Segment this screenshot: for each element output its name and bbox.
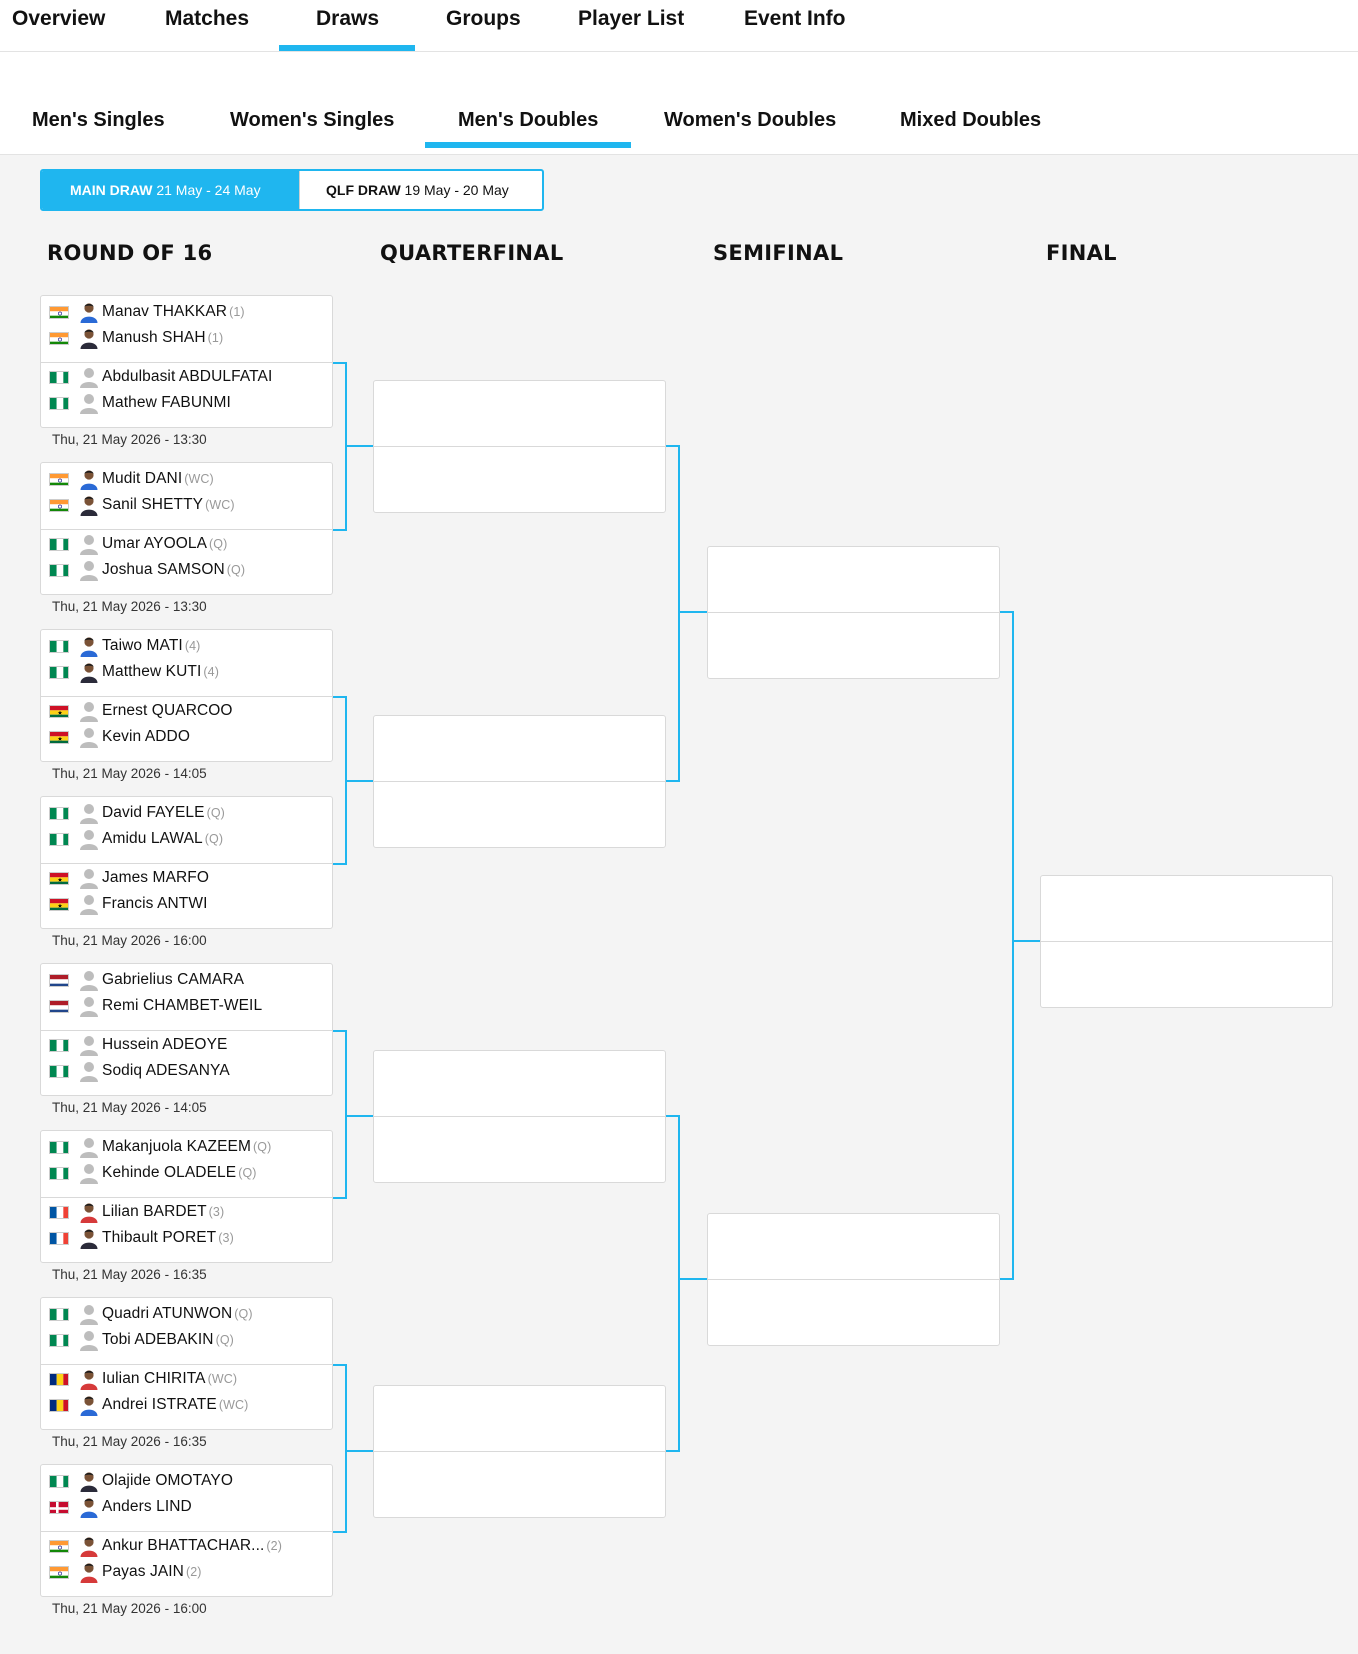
player-avatar-icon [79, 995, 99, 1017]
player-avatar-icon [79, 1561, 99, 1583]
player-name-text: Olajide OMOTAYO [102, 1472, 233, 1489]
player-row[interactable] [41, 1134, 334, 1161]
team-divider [374, 1116, 665, 1117]
player-name-text: Amidu LAWAL [102, 830, 203, 847]
player-row[interactable] [41, 659, 334, 686]
flag-icon [49, 538, 69, 551]
player-name-text: Manav THAKKAR [102, 303, 228, 320]
player-avatar-icon [79, 867, 99, 889]
flag-icon [49, 1308, 69, 1321]
team-divider [374, 1451, 665, 1452]
player-row[interactable] [41, 1225, 334, 1252]
player-name-text: Sanil SHETTY [102, 496, 204, 513]
flag-icon [49, 1039, 69, 1052]
player-row[interactable] [41, 390, 334, 417]
player-name-text: Francis ANTWI [102, 895, 208, 912]
player-row[interactable] [41, 1494, 334, 1521]
player-name-text: Thibault PORET [102, 1229, 217, 1246]
bracket-connector-line [333, 697, 373, 864]
semifinal-heading: SEMIFINAL [713, 241, 844, 265]
match-card[interactable] [40, 796, 333, 929]
player-row[interactable] [41, 800, 334, 827]
tab-player-list[interactable]: Player List [578, 7, 685, 30]
player-row[interactable] [41, 698, 334, 725]
final-heading: FINAL [1046, 241, 1117, 265]
player-row[interactable] [41, 1032, 334, 1059]
bracket-connector-line [666, 446, 707, 781]
player-name-text: Sodiq ADESANYA [102, 1062, 230, 1079]
player-row[interactable] [41, 967, 334, 994]
player-row[interactable] [41, 1533, 334, 1560]
player-row[interactable] [41, 325, 334, 352]
player-seed: (Q) [253, 1140, 272, 1154]
player-name-text: Anders LIND [102, 1498, 192, 1515]
tab-mens-doubles[interactable]: Men's Doubles [458, 109, 599, 131]
player-avatar-icon [79, 1470, 99, 1492]
flag-icon [49, 306, 69, 319]
flag-icon [49, 371, 69, 384]
match-card[interactable] [40, 1297, 333, 1430]
match-card[interactable] [40, 295, 333, 428]
player-avatar-icon [79, 1535, 99, 1557]
flag-icon [49, 974, 69, 987]
player-name[interactable] [102, 1036, 227, 1054]
player-name-text: Tobi ADEBAKIN [102, 1331, 214, 1348]
tab-draws[interactable]: Draws [316, 0, 379, 52]
player-avatar-icon [79, 392, 99, 414]
team-divider [708, 612, 999, 613]
player-avatar-icon [79, 1060, 99, 1082]
player-name[interactable] [102, 303, 245, 321]
player-avatar-icon [79, 1303, 99, 1325]
player-seed: (Q) [215, 1333, 234, 1347]
player-name[interactable] [102, 1164, 257, 1182]
player-row[interactable] [41, 1199, 334, 1226]
player-name-text: Gabrielius CAMARA [102, 971, 245, 988]
player-row[interactable] [41, 993, 334, 1020]
tab-matches[interactable]: Matches [165, 7, 250, 30]
player-avatar-icon [79, 533, 99, 555]
player-avatar-icon [79, 1034, 99, 1056]
flag-icon [49, 640, 69, 653]
team-divider [374, 446, 665, 447]
player-row[interactable] [41, 633, 334, 660]
match-card[interactable] [40, 963, 333, 1096]
player-row[interactable] [41, 1392, 334, 1419]
player-avatar-icon [79, 1368, 99, 1390]
player-name-text: Hussein ADEOYE [102, 1036, 228, 1053]
player-name[interactable] [102, 368, 272, 386]
player-seed: (Q) [226, 563, 246, 577]
player-row[interactable] [41, 299, 334, 326]
player-name[interactable] [102, 637, 200, 655]
player-name[interactable] [102, 1062, 230, 1080]
player-name[interactable] [102, 561, 245, 579]
match-card[interactable] [40, 629, 333, 762]
player-avatar-icon [79, 1162, 99, 1184]
player-seed: (WC) [207, 1372, 238, 1386]
player-row[interactable] [41, 1301, 334, 1328]
player-avatar-icon [79, 1329, 99, 1351]
team-divider [41, 1197, 332, 1198]
player-name-text: Abdulbasit ABDULFATAI [102, 368, 273, 385]
flag-icon [49, 397, 69, 410]
player-row[interactable] [41, 531, 334, 558]
player-seed: (2) [185, 1565, 202, 1579]
player-avatar-icon [79, 700, 99, 722]
flag-icon [49, 1065, 69, 1078]
match-datetime: Thu, 21 May 2026 - 13:30 [52, 432, 207, 447]
player-name[interactable] [102, 1537, 282, 1555]
flag-icon [49, 666, 69, 679]
player-row[interactable] [41, 1559, 334, 1586]
flag-icon [49, 1334, 69, 1347]
tab-event-info[interactable]: Event Info [744, 7, 846, 30]
player-seed: (1) [229, 305, 245, 319]
player-name-text: Mudit DANI [102, 470, 183, 487]
player-name[interactable] [102, 804, 225, 822]
player-seed: (Q) [209, 537, 228, 551]
match-card[interactable] [40, 462, 333, 595]
flag-icon [49, 473, 69, 486]
player-name[interactable] [102, 895, 208, 913]
player-row[interactable] [41, 1468, 334, 1495]
flag-icon [49, 1000, 69, 1013]
quarterfinal-heading: QUARTERFINAL [380, 241, 564, 265]
quarterfinal-match-box [373, 1050, 666, 1183]
player-seed: (3) [208, 1205, 225, 1219]
player-name-text: Matthew KUTI [102, 663, 202, 680]
player-name-text: Joshua SAMSON [102, 561, 225, 578]
player-row[interactable] [41, 1058, 334, 1085]
match-datetime: Thu, 21 May 2026 - 13:30 [52, 599, 207, 614]
player-seed: (4) [203, 665, 219, 679]
player-name[interactable] [102, 869, 209, 887]
player-seed: (Q) [204, 832, 224, 846]
tab-mens-singles[interactable]: Men's Singles [32, 109, 165, 131]
match-datetime: Thu, 21 May 2026 - 14:05 [52, 1100, 207, 1115]
player-row[interactable] [41, 724, 334, 751]
flag-icon [49, 807, 69, 820]
team-divider [41, 696, 332, 697]
player-name-text: Payas JAIN [102, 1563, 184, 1580]
match-datetime: Thu, 21 May 2026 - 16:00 [52, 1601, 207, 1616]
player-avatar-icon [79, 635, 99, 657]
player-row[interactable] [41, 557, 334, 584]
flag-icon [49, 872, 69, 885]
player-name[interactable] [102, 329, 223, 347]
bracket-connector-line [666, 1116, 707, 1451]
player-avatar-icon [79, 327, 99, 349]
player-avatar-icon [79, 1496, 99, 1518]
player-avatar-icon [79, 1394, 99, 1416]
flag-icon [49, 564, 69, 577]
flag-icon [49, 833, 69, 846]
player-name[interactable] [102, 1203, 224, 1221]
player-avatar-icon [79, 494, 99, 516]
player-name-text: Lilian BARDET [102, 1203, 207, 1220]
quarterfinal-match-box [373, 380, 666, 513]
player-seed: (WC) [184, 472, 214, 486]
player-name-text: Andrei ISTRATE [102, 1396, 217, 1413]
qlf-draw-dates: 19 May - 20 May [404, 182, 509, 198]
player-name[interactable] [102, 1305, 253, 1323]
player-row[interactable] [41, 364, 334, 391]
player-name[interactable] [102, 470, 214, 488]
player-seed: (WC) [205, 498, 235, 512]
flag-icon [49, 1167, 69, 1180]
team-divider [1041, 941, 1332, 942]
player-name[interactable] [102, 496, 235, 514]
tab-womens-doubles[interactable]: Women's Doubles [664, 109, 837, 131]
player-name[interactable] [102, 830, 223, 848]
quarterfinal-match-box [373, 715, 666, 848]
player-name-text: Taiwo MATI [102, 637, 183, 654]
semifinal-match-box [707, 1213, 1000, 1346]
team-divider [374, 781, 665, 782]
flag-icon [49, 1373, 69, 1386]
player-avatar-icon [79, 1136, 99, 1158]
player-name[interactable] [102, 728, 190, 746]
flag-icon [49, 1566, 69, 1579]
player-seed: (1) [207, 331, 224, 345]
player-name[interactable] [102, 1138, 271, 1156]
flag-icon [49, 332, 69, 345]
player-seed: (Q) [238, 1166, 257, 1180]
player-avatar-icon [79, 1227, 99, 1249]
player-name-text: Makanjuola KAZEEM [102, 1138, 252, 1155]
flag-icon [49, 1501, 69, 1514]
main-draw-label: MAIN DRAW [70, 182, 153, 198]
player-name-text: Ernest QUARCOO [102, 702, 233, 719]
player-avatar-icon [79, 828, 99, 850]
match-datetime: Thu, 21 May 2026 - 14:05 [52, 766, 207, 781]
player-name-text: Ankur BHATTACHAR... [102, 1537, 265, 1554]
player-seed: (4) [184, 639, 201, 653]
bracket-connector-line [1000, 612, 1040, 1279]
player-name-text: Manush SHAH [102, 329, 206, 346]
player-avatar-icon [79, 969, 99, 991]
player-name[interactable] [102, 535, 227, 553]
flag-icon [49, 1232, 69, 1245]
team-divider [41, 1364, 332, 1365]
player-row[interactable] [41, 492, 334, 519]
main-draw-dates: 21 May - 24 May [156, 182, 261, 198]
qlf-draw-label: QLF DRAW [326, 182, 401, 198]
tab-groups[interactable]: Groups [446, 7, 521, 30]
final-match-box [1040, 875, 1333, 1008]
player-avatar-icon [79, 726, 99, 748]
player-seed: (3) [218, 1231, 234, 1245]
flag-icon [49, 705, 69, 718]
quarterfinal-match-box [373, 1385, 666, 1518]
player-row[interactable] [41, 466, 334, 493]
player-seed: (Q) [234, 1307, 253, 1321]
player-avatar-icon [79, 1201, 99, 1223]
tab-mixed-doubles[interactable]: Mixed Doubles [900, 109, 1042, 131]
player-avatar-icon [79, 661, 99, 683]
player-name[interactable] [102, 1370, 237, 1388]
team-divider [708, 1279, 999, 1280]
player-name[interactable] [102, 1472, 233, 1490]
player-avatar-icon [79, 802, 99, 824]
match-datetime: Thu, 21 May 2026 - 16:35 [52, 1267, 207, 1282]
player-row[interactable] [41, 1366, 334, 1393]
player-avatar-icon [79, 893, 99, 915]
bracket-connector-line [333, 363, 373, 530]
flag-icon [49, 499, 69, 512]
match-card[interactable] [40, 1130, 333, 1263]
team-divider [41, 1030, 332, 1031]
player-row[interactable] [41, 826, 334, 853]
player-name-text: Kehinde OLADELE [102, 1164, 237, 1181]
player-name-text: Umar AYOOLA [102, 535, 208, 552]
player-name[interactable] [102, 1563, 202, 1581]
flag-icon [49, 1475, 69, 1488]
player-name[interactable] [102, 663, 219, 681]
tab-overview[interactable]: Overview [12, 7, 106, 30]
bracket-connector-line [333, 1031, 373, 1198]
player-name-text: David FAYELE [102, 804, 205, 821]
player-name[interactable] [102, 1229, 234, 1247]
bracket-connector-line [333, 1365, 373, 1532]
player-avatar-icon [79, 301, 99, 323]
player-seed: (2) [266, 1539, 282, 1553]
tab-womens-singles[interactable]: Women's Singles [230, 109, 395, 131]
match-card[interactable] [40, 1464, 333, 1597]
match-datetime: Thu, 21 May 2026 - 16:35 [52, 1434, 207, 1449]
flag-icon [49, 1141, 69, 1154]
player-seed: (WC) [218, 1398, 249, 1412]
player-name[interactable] [102, 702, 233, 720]
player-name-text: Iulian CHIRITA [102, 1370, 206, 1387]
player-name-text: James MARFO [102, 869, 210, 886]
team-divider [41, 362, 332, 363]
flag-icon [49, 731, 69, 744]
player-row[interactable] [41, 865, 334, 892]
player-name[interactable] [102, 1396, 248, 1414]
team-divider [41, 863, 332, 864]
round-of-16-heading: ROUND OF 16 [47, 241, 213, 265]
player-avatar-icon [79, 559, 99, 581]
player-name-text: Mathew FABUNMI [102, 394, 231, 411]
match-datetime: Thu, 21 May 2026 - 16:00 [52, 933, 207, 948]
flag-icon [49, 1206, 69, 1219]
player-row[interactable] [41, 1160, 334, 1187]
semifinal-match-box [707, 546, 1000, 679]
player-avatar-icon [79, 468, 99, 490]
player-seed: (Q) [206, 806, 225, 820]
player-name[interactable] [102, 1498, 192, 1516]
flag-icon [49, 1399, 69, 1412]
player-name-text: Remi CHAMBET-WEIL [102, 997, 263, 1014]
flag-icon [49, 898, 69, 911]
player-avatar-icon [79, 366, 99, 388]
player-row[interactable] [41, 1327, 334, 1354]
player-name[interactable] [102, 394, 231, 412]
player-name[interactable] [102, 997, 262, 1015]
team-divider [41, 529, 332, 530]
player-name-text: Kevin ADDO [102, 728, 191, 745]
player-row[interactable] [41, 891, 334, 918]
player-name[interactable] [102, 971, 244, 989]
player-name[interactable] [102, 1331, 234, 1349]
flag-icon [49, 1540, 69, 1553]
team-divider [41, 1531, 332, 1532]
player-name-text: Quadri ATUNWON [102, 1305, 233, 1322]
